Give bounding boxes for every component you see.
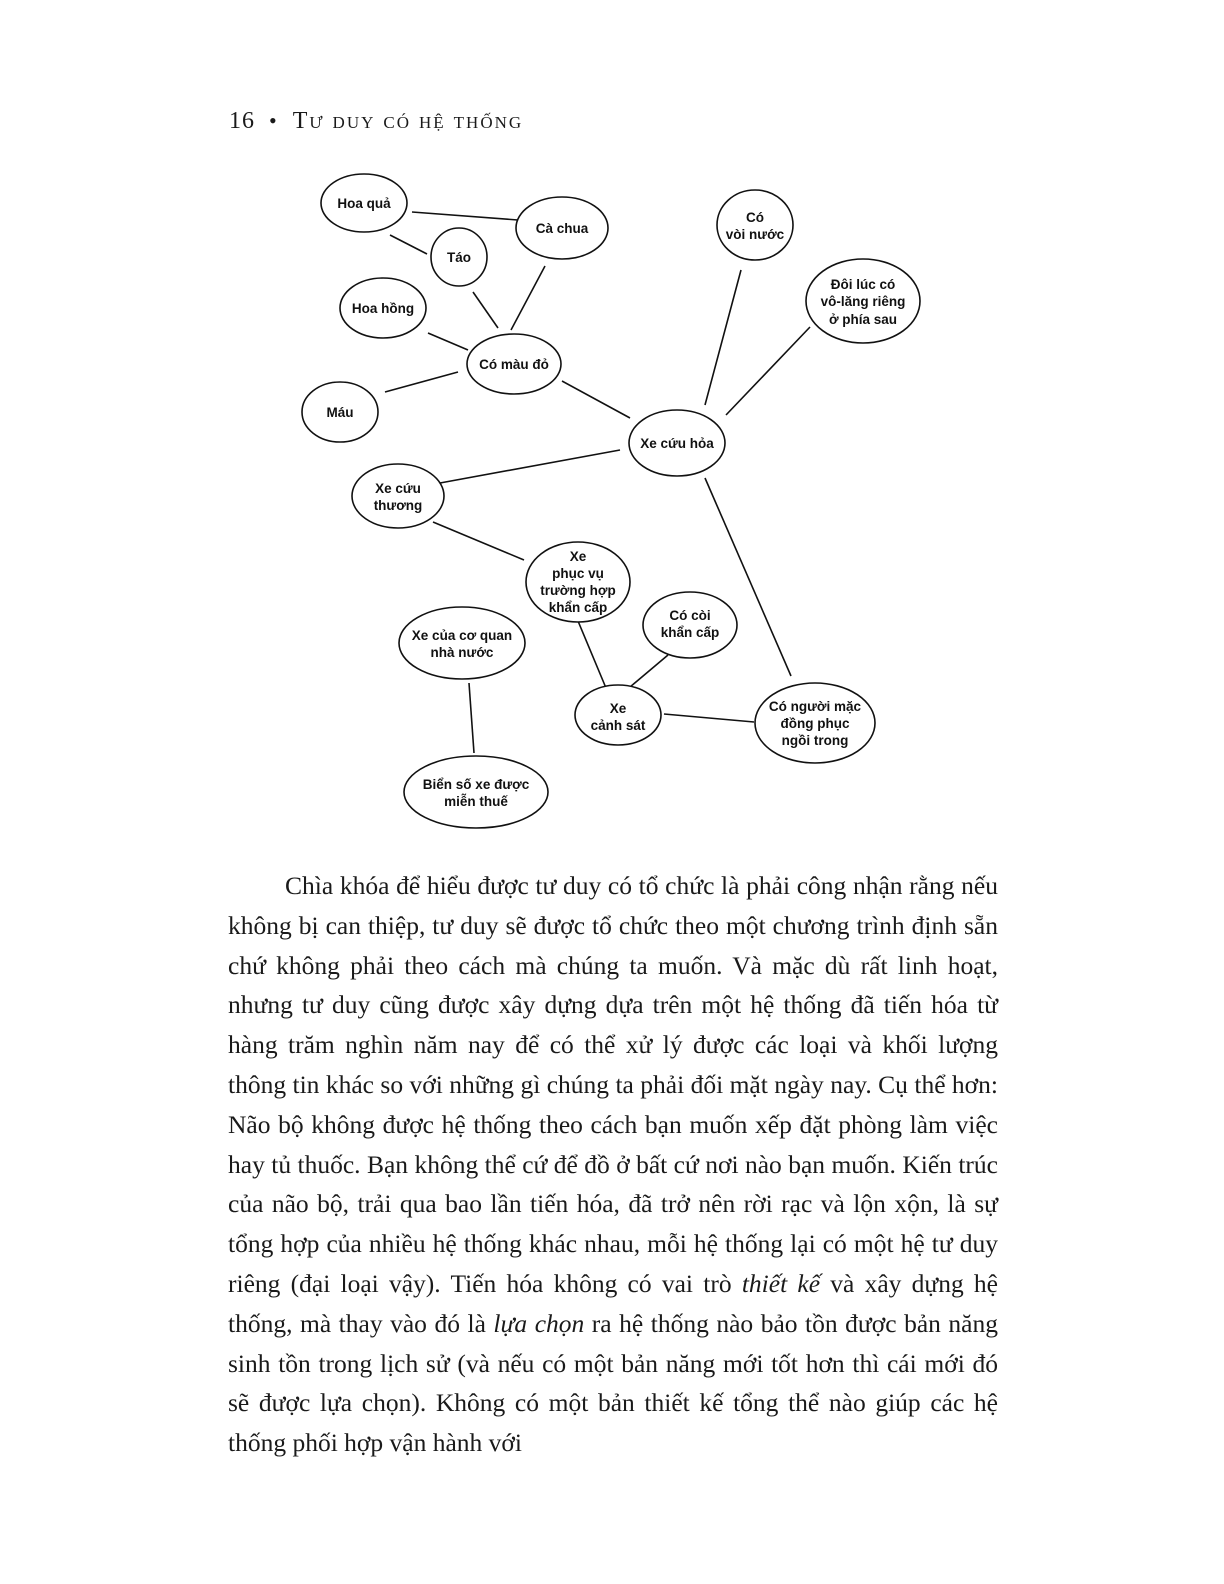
node-co-nguoi-mac-label-2: đồng phục xyxy=(780,716,850,731)
body-text-part-3: ra hệ thống nào bảo tồn được bản năng sinh tồn trong lịch sử (và nếu có một bản năng mới tốt hơn thì cái mới đó sẽ được lựa chọn). Không có một bản thiết kế tổng thể nào giúp các hệ thống phối hợp vận hành với xyxy=(228,1308,998,1458)
node-xe-phuc-vu-label-4: khẩn cấp xyxy=(548,600,608,615)
node-doi-luc-co xyxy=(806,259,920,343)
node-co-voi-nuoc-label-2: vòi nước xyxy=(725,227,785,242)
node-mau xyxy=(302,382,378,442)
node-bien-so xyxy=(404,756,548,828)
node-ca-chua-label: Cà chua xyxy=(535,221,589,236)
body-text-part-1: Chìa khóa để hiểu được tư duy có tổ chức là phải công nhận rằng nếu không bị can thiệp, tư duy sẽ được tổ chức theo một chương trình định sẵn chứ không phải theo cách mà chúng ta muốn. Và mặc dù rất linh hoạt, nhưng tư duy cũng được xây dựng dựa trên một hệ thống đã tiến hóa từ hàng trăm nghìn năm nay để có thể xử lý được các loại và khối lượng thông tin khác so với những gì chúng ta phải đối mặt ngày nay. Cụ thể hơn: Não bộ không được hệ thống theo cách bạn muốn xếp đặt phòng làm việc hay tủ thuốc. Bạn không thể cứ để đồ ở bất cứ nơi nào bạn muốn. Kiến trúc của não bộ, trải qua bao lần tiến hóa, đã trở nên rời rạc và lộn xộn, là sự tổng hợp của nhiều hệ thống khác nhau, mỗi hệ thống lại có một hệ tư duy riêng (đại loại vậy). Tiến hóa không có vai trò xyxy=(228,871,998,1298)
node-xe-co-quan-label-2: nhà nước xyxy=(430,645,494,660)
edge-coi-xe-canh-sat xyxy=(630,655,668,687)
node-xe-phuc-vu xyxy=(526,542,630,622)
edge-voi-nuoc-xe-cuu-hoa xyxy=(705,270,741,405)
node-ca-chua xyxy=(516,197,608,259)
node-co-coi-label-1: Có còi xyxy=(669,608,711,623)
body-paragraph xyxy=(228,866,998,1463)
node-doi-luc-co-label-3: ở phía sau xyxy=(828,312,898,327)
edge-co-mau-do-xe-cuu-hoa xyxy=(562,381,630,418)
edge-tao-co-mau-do xyxy=(473,292,498,328)
page-number: 16 xyxy=(229,108,255,134)
node-xe-phuc-vu-label-3: trường hợp xyxy=(540,583,616,598)
node-co-voi-nuoc xyxy=(717,190,793,260)
header-separator: • xyxy=(269,108,279,133)
node-co-mau-do-label: Có màu đỏ xyxy=(479,357,549,372)
body-emphasis-lua-chon: lựa chọn xyxy=(493,1308,585,1338)
node-hoa-qua xyxy=(321,174,407,232)
node-doi-luc-co-label-2: vô-lăng riêng xyxy=(820,294,906,309)
node-tao xyxy=(431,228,487,286)
edge-vo-lang-xe-cuu-hoa xyxy=(726,327,810,415)
node-tao-label: Táo xyxy=(446,250,472,265)
edge-xe-phuc-vu-xe-canh-sat xyxy=(578,621,606,688)
edge-hoa-qua-tao xyxy=(390,235,427,254)
edge-mau-co-mau-do xyxy=(385,372,458,392)
node-xe-cuu-thuong xyxy=(352,464,444,528)
node-co-nguoi-mac xyxy=(755,683,875,763)
node-co-mau-do xyxy=(467,334,561,394)
node-xe-canh-sat-label-2: cảnh sát xyxy=(590,718,646,733)
node-mau-label: Máu xyxy=(326,405,354,420)
node-xe-phuc-vu-label-2: phục vụ xyxy=(552,566,604,581)
edge-co-quan-bien-so xyxy=(469,683,474,753)
node-xe-cuu-hoa-label: Xe cứu hỏa xyxy=(640,436,714,451)
body-emphasis-thiet-ke: thiết kế xyxy=(741,1268,821,1298)
node-co-nguoi-mac-label-1: Có người mặc xyxy=(768,699,862,714)
node-xe-cuu-thuong-label-1: Xe cứu xyxy=(375,481,421,496)
body-text-part-2: và xây dựng hệ thống, mà thay vào đó là xyxy=(228,1268,999,1338)
node-bien-so-label-2: miễn thuế xyxy=(444,794,508,809)
book-title: Tư duy có hệ thống xyxy=(292,108,524,134)
edge-ca-chua-co-mau-do xyxy=(511,266,545,330)
node-doi-luc-co-label-1: Đôi lúc có xyxy=(830,277,896,292)
node-xe-cuu-hoa xyxy=(629,410,725,476)
node-xe-cuu-thuong-label-2: thương xyxy=(373,498,423,513)
edge-hoa-qua-ca-chua xyxy=(412,212,518,220)
node-xe-canh-sat-label-1: Xe xyxy=(609,701,627,716)
node-co-nguoi-mac-label-3: ngồi trong xyxy=(781,733,849,748)
edge-xe-canh-sat-nguoi-mac xyxy=(664,714,754,722)
node-xe-co-quan-label-1: Xe của cơ quan xyxy=(411,628,513,643)
node-hoa-hong xyxy=(340,278,426,338)
node-bien-so-label-1: Biển số xe được xyxy=(422,777,530,792)
edge-xe-cuu-thuong-xe-phuc-vu xyxy=(433,522,524,560)
node-xe-co-quan xyxy=(399,607,525,679)
node-xe-canh-sat xyxy=(575,685,661,745)
node-co-voi-nuoc-label-1: Có xyxy=(746,210,764,225)
edge-xe-cuu-hoa-xe-cuu-thuong xyxy=(440,450,620,483)
node-hoa-hong-label: Hoa hồng xyxy=(351,301,415,316)
edge-hoa-hong-co-mau-do xyxy=(428,333,468,350)
node-co-coi xyxy=(643,592,737,658)
node-co-coi-label-2: khẩn cấp xyxy=(660,625,720,640)
node-hoa-qua-label: Hoa quả xyxy=(337,196,391,211)
node-xe-phuc-vu-label-1: Xe xyxy=(569,549,587,564)
